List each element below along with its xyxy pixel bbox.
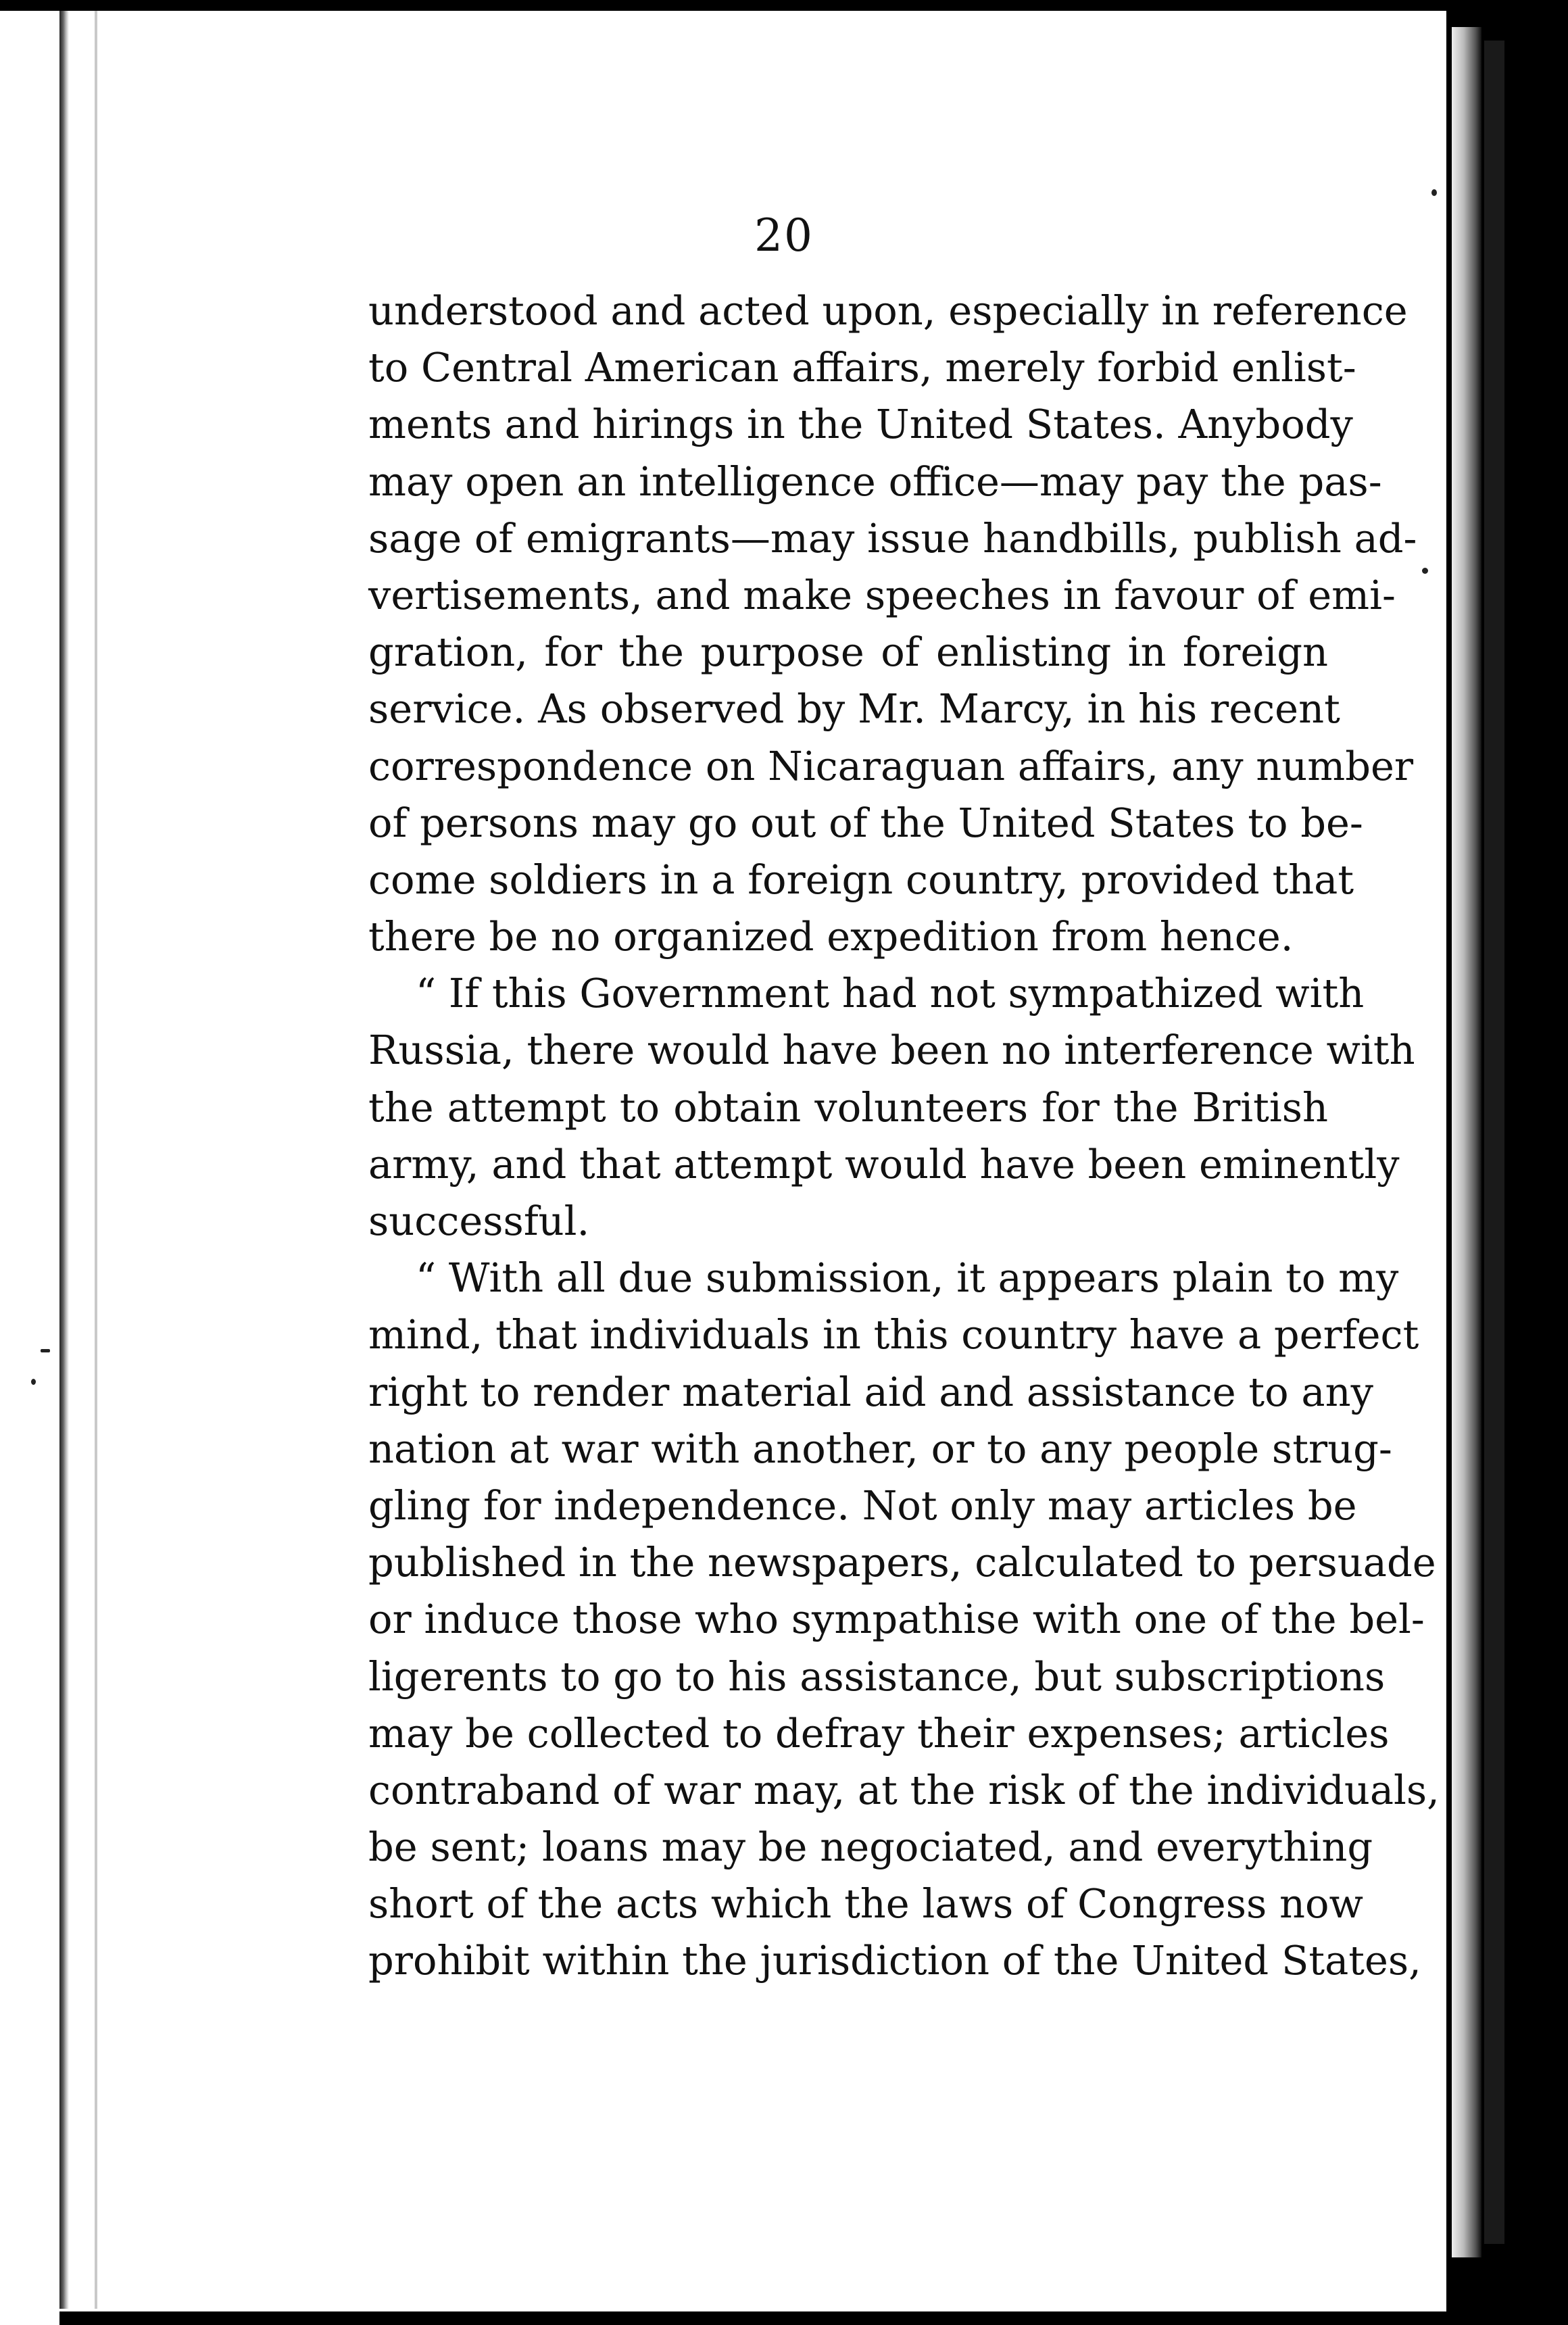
text-line: successful. bbox=[368, 1198, 590, 1244]
text-line: short of the acts which the laws of Congress now bbox=[368, 1880, 1364, 1928]
scan-speck bbox=[1431, 189, 1437, 196]
text-line: be sent; loans may be negociated, and everything bbox=[368, 1824, 1373, 1871]
text-line: right to render material aid and assistance to any bbox=[368, 1368, 1373, 1415]
page-gutter-left bbox=[59, 11, 69, 2309]
text-line: may be collected to defray their expenses; articles bbox=[368, 1709, 1390, 1757]
text-line: Russia, there would have been no interference with bbox=[368, 1027, 1415, 1074]
text-line: contraband of war may, at the risk of the individuals, bbox=[368, 1766, 1440, 1813]
text-line: gration, for the purpose of enlisting in foreign bbox=[368, 629, 1328, 676]
text-line: of persons may go out of the United States to be- bbox=[368, 799, 1363, 846]
page-edge-right bbox=[1452, 27, 1481, 2257]
text-line: there be no organized expedition from hence. bbox=[368, 913, 1294, 960]
text-line: may open an intelligence office—may pay the pas- bbox=[368, 458, 1382, 505]
text-line: ments and hirings in the United States. Anybody bbox=[368, 401, 1353, 448]
text-line: correspondence on Nicaraguan affairs, any number bbox=[368, 742, 1414, 789]
text-line: “ With all due submission, it appears plain to my bbox=[416, 1254, 1399, 1302]
scan-border-top bbox=[0, 0, 1568, 11]
text-line: come soldiers in a foreign country, provided that bbox=[368, 856, 1354, 903]
text-line: nation at war with another, or to any people strug- bbox=[368, 1425, 1392, 1472]
scan-border-bottom bbox=[59, 2311, 1452, 2325]
text-line: understood and acted upon, especially in reference bbox=[368, 287, 1408, 334]
text-line: “ If this Government had not sympathized with bbox=[416, 970, 1365, 1017]
text-line: vertisements, and make speeches in favour of emi- bbox=[368, 571, 1396, 618]
page-number: 20 bbox=[754, 210, 814, 262]
page-gutter-line bbox=[95, 11, 97, 2309]
text-line: service. As observed by Mr. Marcy, in his recent bbox=[368, 685, 1340, 733]
text-line: prohibit within the jurisdiction of the United States, bbox=[368, 1937, 1421, 1984]
text-line: army, and that attempt would have been eminently bbox=[368, 1140, 1400, 1188]
text-line: ligerents to go to his assistance, but subscriptions bbox=[368, 1653, 1386, 1700]
text-line: mind, that individuals in this country have a perfect bbox=[368, 1311, 1419, 1359]
text-line: gling for independence. Not only may articles be bbox=[368, 1482, 1357, 1529]
text-line: or induce those who sympathise with one of the bel- bbox=[368, 1596, 1425, 1643]
scan-speck bbox=[41, 1349, 50, 1352]
text-line: sage of emigrants—may issue handbills, publish ad- bbox=[368, 514, 1417, 562]
text-line: to Central American affairs, merely forbid enlist- bbox=[368, 344, 1356, 391]
scan-speck bbox=[1422, 568, 1428, 574]
text-line: the attempt to obtain volunteers for the British bbox=[368, 1083, 1328, 1131]
scan-speck bbox=[31, 1379, 36, 1385]
text-line: published in the newspapers, calculated to persuade bbox=[368, 1539, 1436, 1586]
body-text bbox=[368, 283, 1440, 1990]
page-fold-strip bbox=[1484, 41, 1504, 2244]
